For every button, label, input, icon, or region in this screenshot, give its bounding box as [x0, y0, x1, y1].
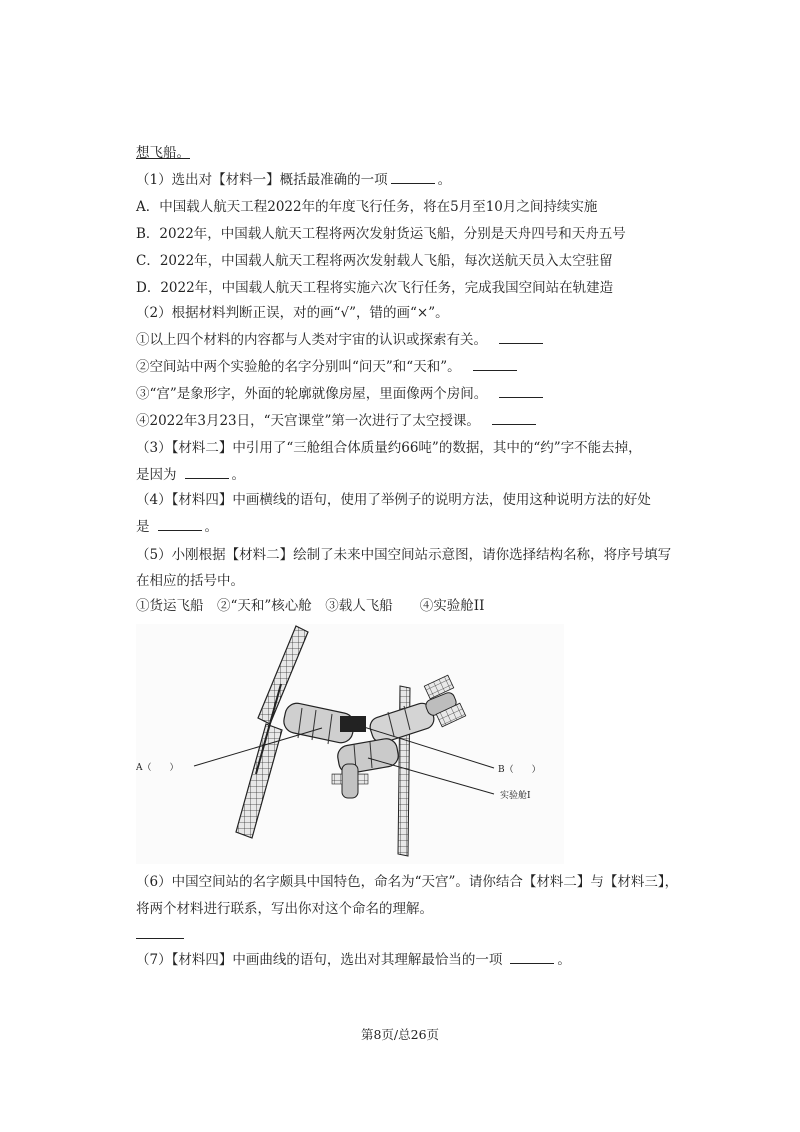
- answer-blank[interactable]: [510, 950, 554, 964]
- leader-line-lab: [368, 758, 494, 794]
- option-b: B．2022年，中国载人航天工程将两次发射货运飞船，分别是天舟四号和天舟五号: [136, 226, 626, 242]
- label-b: B（ ）: [498, 765, 541, 775]
- question-6-line-1: （6）中国空间站的名字颇具中国特色，命名为“天宫”。请你结合【材料二】与【材料三】，: [136, 874, 679, 890]
- answer-blank[interactable]: [499, 384, 543, 398]
- page-footer: 第8页/总26页: [360, 1027, 440, 1042]
- option-d: D．2022年，中国载人航天工程将实施六次飞行任务，完成我国空间站在轨建造: [136, 280, 614, 296]
- answer-blank[interactable]: [136, 938, 184, 939]
- answer-blank[interactable]: [492, 411, 536, 425]
- solar-panel-lower: [236, 724, 282, 838]
- answer-blank[interactable]: [158, 517, 202, 531]
- question-6-line-2: 将两个材料进行联系，写出你对这个命名的理解。: [136, 901, 433, 917]
- answer-blank[interactable]: [499, 330, 543, 344]
- option-a: A．中国载人航天工程2022年的年度飞行任务，将在5月至10月之间持续实施: [136, 199, 598, 215]
- structure-choices: ①货运飞船 ②“天和”核心舱 ③载人飞船 ④实验舱II: [136, 598, 485, 614]
- space-station-diagram: [136, 624, 564, 864]
- judge-item-3: ③“宫”是象形字，外面的轮廓就像房屋，里面像两个房间。: [136, 384, 546, 404]
- question-5-line-2: 在相应的括号中。: [136, 573, 244, 589]
- question-7-stem: （7）【材料四】中画曲线的语句，选出对其理解最恰当的一项 。: [136, 952, 571, 968]
- previous-page-fragment: 想飞船。: [136, 145, 190, 161]
- question-3-line-2: 是因为 。: [136, 467, 245, 483]
- option-c: C．2022年，中国载人航天工程将两次发射载人飞船，每次送航天员入太空驻留: [136, 253, 613, 269]
- question-4-line-2: 是 。: [136, 519, 218, 535]
- question-1-stem: （1）选出对【材料一】概括最准确的一项 。: [136, 172, 452, 188]
- label-a: A（ ）: [136, 763, 179, 773]
- label-lab-module-i: 实验舱I: [500, 791, 531, 801]
- question-2-stem: （2）根据材料判断正误，对的画“√”，错的画“×”。: [136, 305, 449, 321]
- answer-blank[interactable]: [473, 357, 517, 371]
- answer-blank[interactable]: [185, 465, 229, 479]
- judge-item-4: ④2022年3月23日，“天宫课堂”第一次进行了太空授课。: [136, 411, 539, 431]
- question-4-line-1: （4）【材料四】中画横线的语句，使用了举例子的说明方法，使用这种说明方法的好处: [136, 492, 651, 508]
- space-station-drawing: [136, 624, 564, 864]
- question-5-line-1: （5）小刚根据【材料二】绘制了未来中国空间站示意图，请你选择结构名称，将序号填写: [136, 547, 672, 563]
- answer-blank[interactable]: [391, 170, 435, 184]
- question-3-line-1: （3）【材料二】中引用了“三舱组合体质量约66吨”的数据，其中的“约”字不能去掉，: [136, 440, 642, 456]
- judge-item-2: ②空间站中两个实验舱的名字分别叫“问天”和“天和”。: [136, 357, 520, 377]
- judge-item-1: ①以上四个材料的内容都与人类对宇宙的认识或探索有关。: [136, 330, 546, 350]
